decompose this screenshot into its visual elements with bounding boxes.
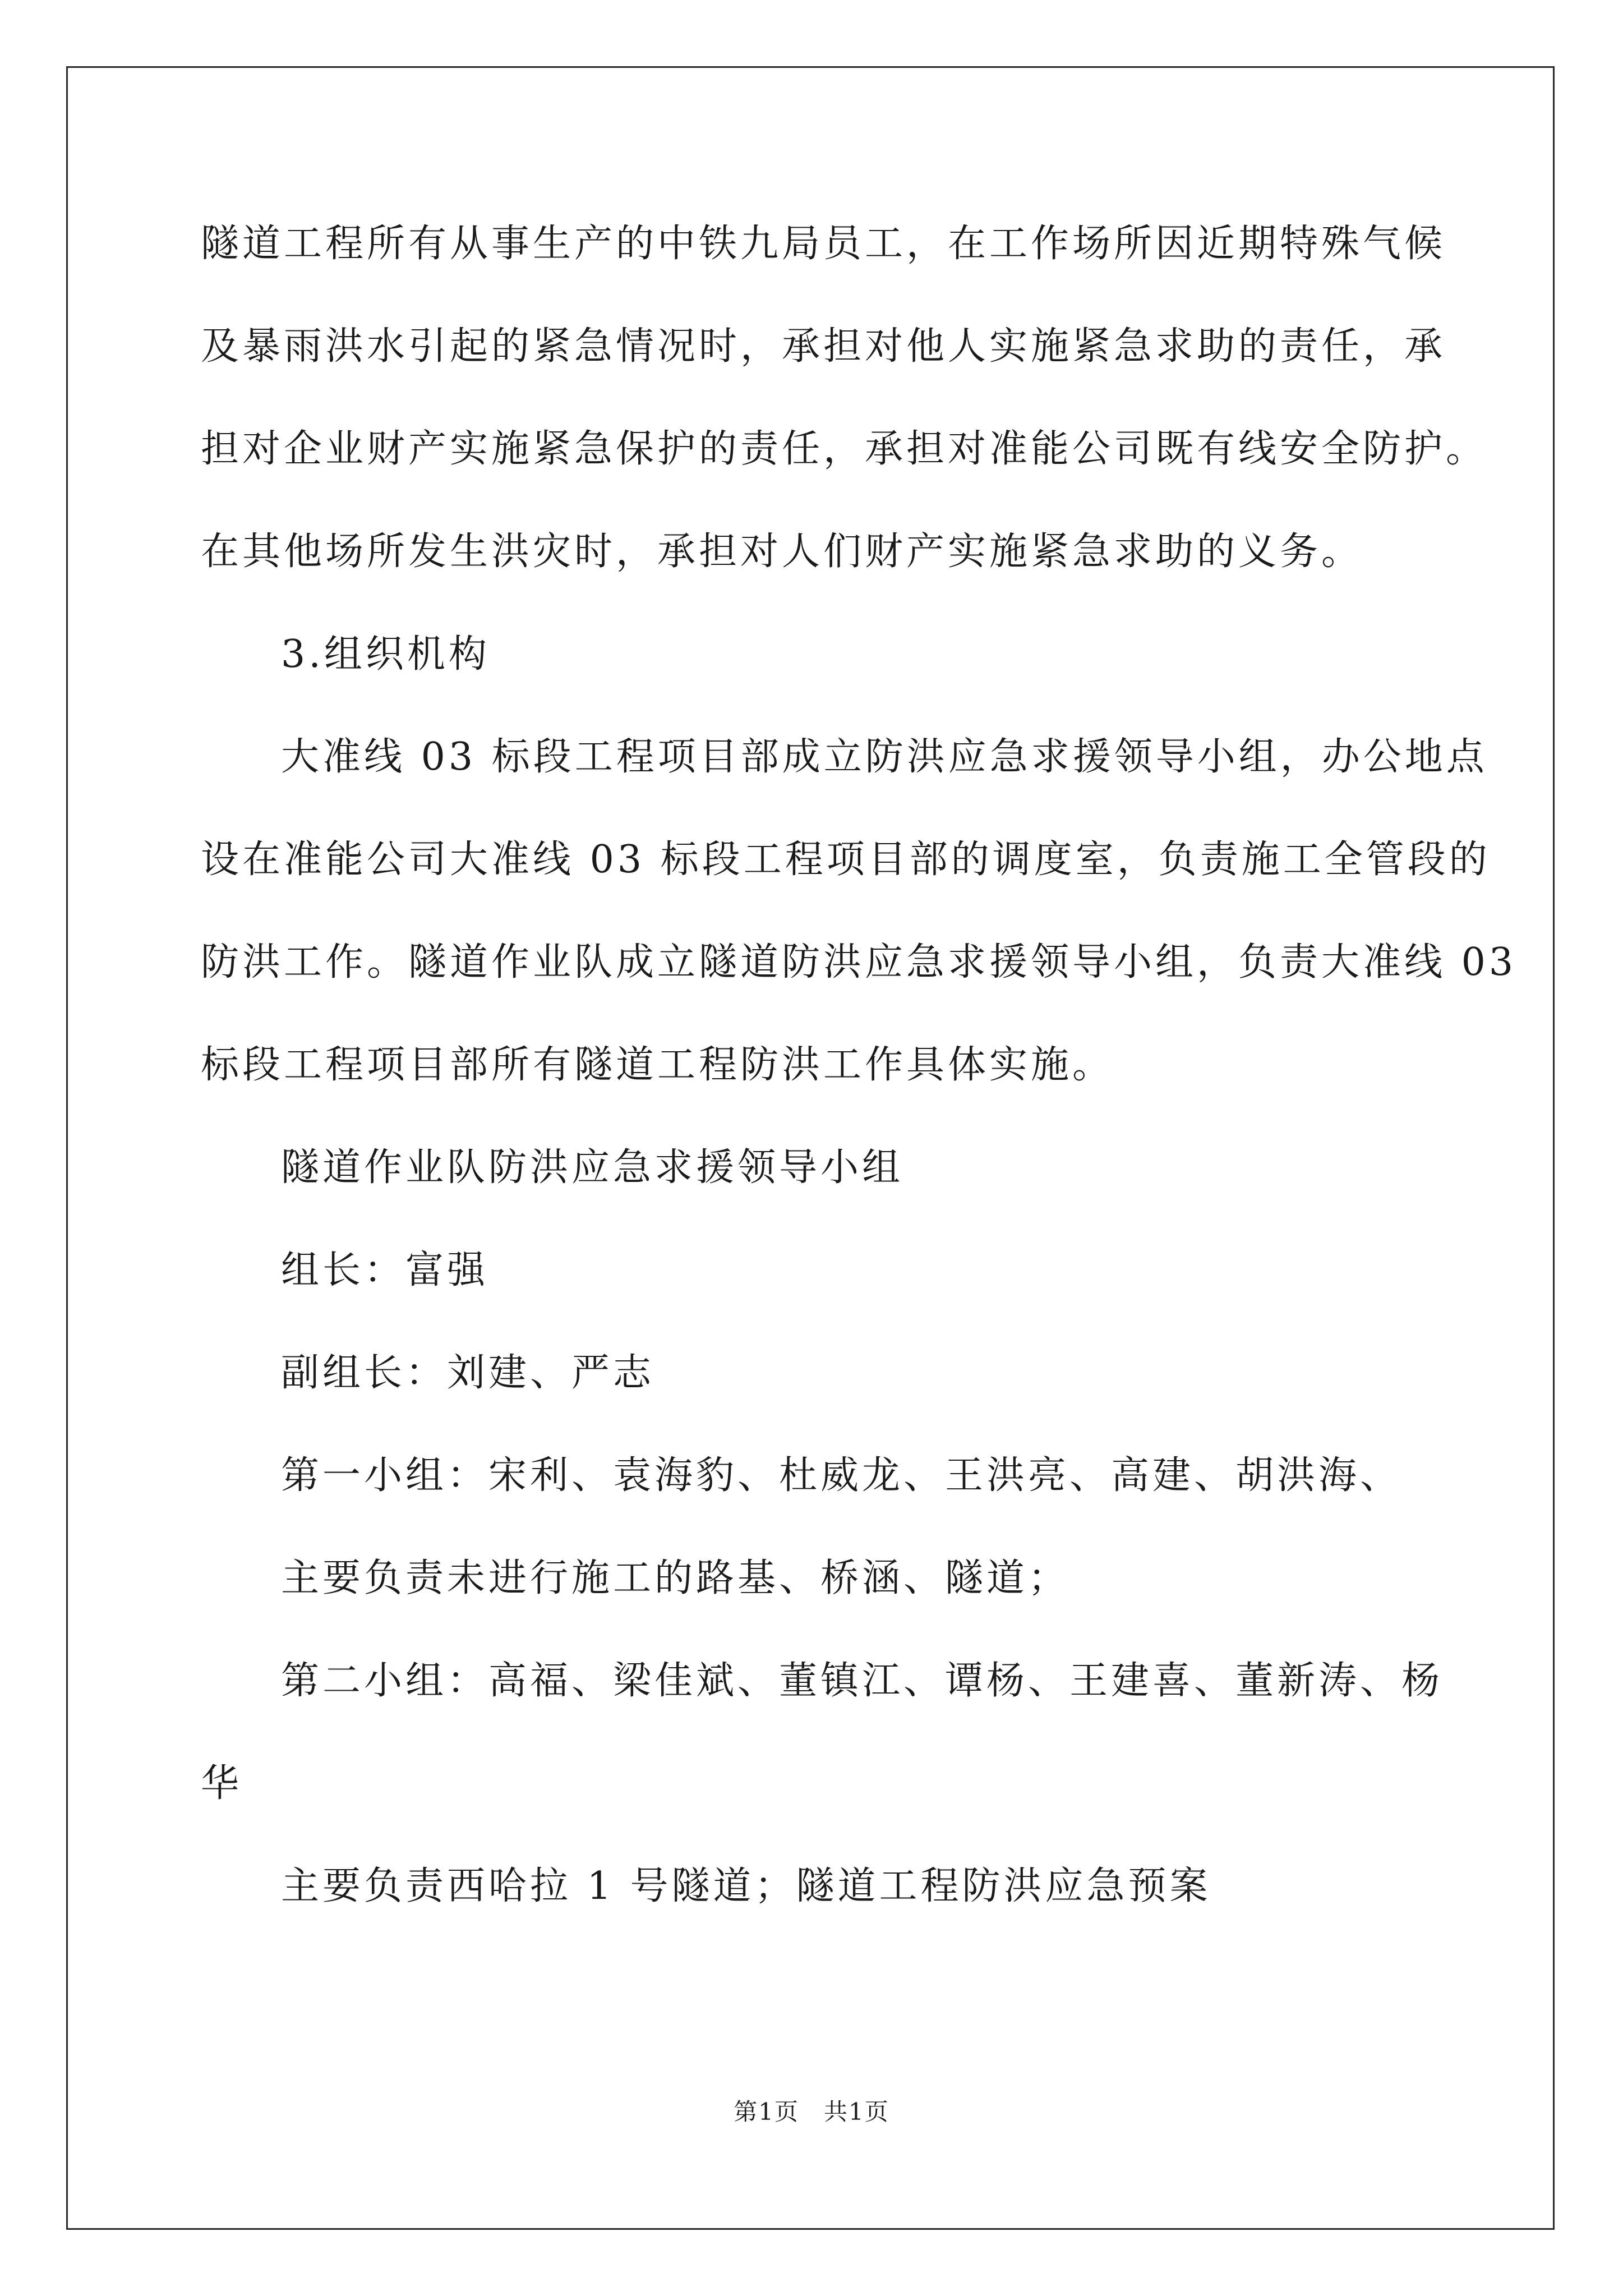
- text-line: 组长：富强: [281, 1248, 489, 1292]
- text-line: 隧道工程所有从事生产的中铁九局员工，在工作场所因近期特殊气候: [201, 222, 1446, 266]
- text-line: 隧道作业队防洪应急求援领导小组: [281, 1145, 904, 1190]
- text-line: 第二小组：高福、梁佳斌、董镇江、谭杨、王建喜、董新涛、杨: [281, 1659, 1444, 1703]
- text-line: 担对企业财产实施紧急保护的责任，承担对准能公司既有线安全防护。: [201, 427, 1488, 471]
- text-line: 在其他场所发生洪灾时，承担对人们财产实施紧急求助的义务。: [201, 530, 1363, 574]
- page-number-footer: 第1页 共1页: [734, 2098, 889, 2125]
- text-line: 主要负责西哈拉 1 号隧道；隧道工程防洪应急预案: [281, 1864, 1211, 1908]
- text-line: 第一小组：宋利、袁海豹、杜威龙、王洪亮、高建、胡洪海、: [281, 1453, 1402, 1498]
- text-line: 设在准能公司大准线 03 标段工程项目部的调度室，负责施工全管段的: [201, 838, 1491, 882]
- text-line: 副组长：刘建、严志: [281, 1351, 655, 1395]
- text-line: 防洪工作。隧道作业队成立隧道防洪应急求援领导小组，负责大准线 03: [201, 940, 1517, 984]
- text-line: 标段工程项目部所有隧道工程防洪工作具体实施。: [201, 1043, 1114, 1087]
- text-line: 及暴雨洪水引起的紧急情况时，承担对他人实施紧急求助的责任，承: [201, 324, 1446, 369]
- text-line: 主要负责未进行施工的路基、桥涵、隧道；: [281, 1556, 1070, 1600]
- text-line: 华: [201, 1761, 243, 1806]
- text-line: 大准线 03 标段工程项目部成立防洪应急求援领导小组，办公地点: [281, 735, 1488, 779]
- section-heading: 3.组织机构: [281, 632, 490, 677]
